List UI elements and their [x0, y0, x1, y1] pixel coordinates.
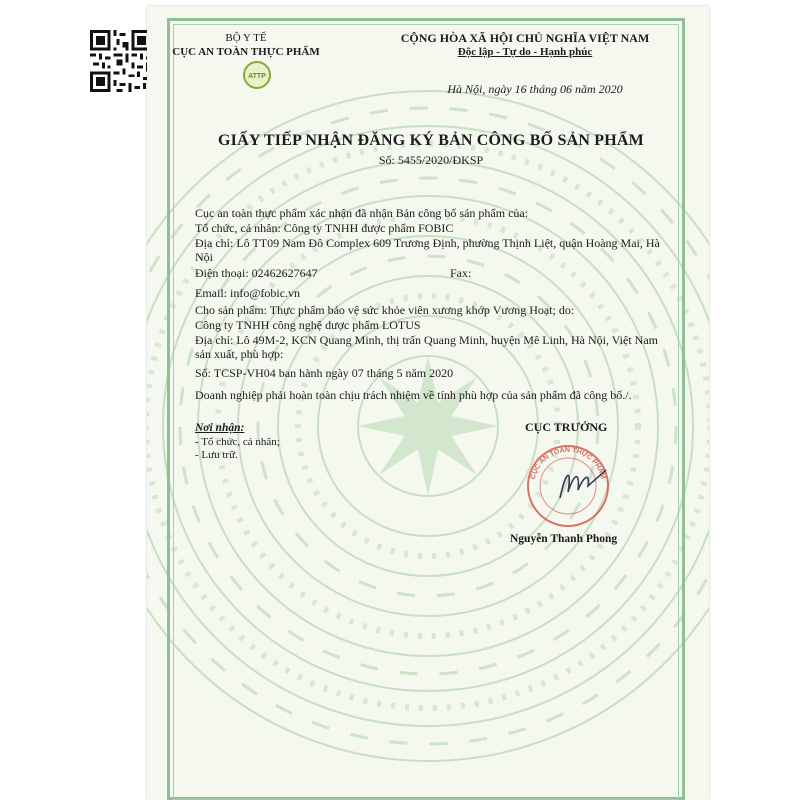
document-number: Số: 5455/2020/ĐKSP: [378, 153, 484, 167]
organization-address: Địa chỉ: Lô TT09 Nam Đô Complex 609 Trương Định, phường Thịnh Liệt, quận Hoàng Mai, Hà Nội: [195, 236, 660, 264]
signer-name: Nguyễn Thanh Phong: [510, 533, 618, 545]
ministry-name: BỘ Y TẾ: [225, 32, 267, 44]
fax-line: Fax:: [450, 266, 472, 280]
document-title: GIẤY TIẾP NHẬN ĐĂNG KÝ BẢN CÔNG BỐ SẢN PHẨM: [218, 132, 644, 149]
email-line: Email: info@fobic.vn: [195, 286, 301, 300]
manufacturer-line: Công ty TNHH công nghệ dược phẩm LOTUS: [195, 318, 421, 332]
product-line: Cho sản phẩm: Thực phẩm bảo vệ sức khỏe viên xương khớp Vương Hoạt; do:: [195, 303, 575, 317]
signer-title: CỤC TRƯỞNG: [525, 420, 608, 434]
recipient-item: - Lưu trữ.: [195, 449, 238, 461]
manufacturer-address: Địa chỉ: Lô 49M-2, KCN Quang Minh, thị trấn Quang Minh, huyện Mê Linh, Hà Nội, Việt Nam sản xuất, phù hợp:: [195, 333, 658, 361]
stamp-text-path: CỤC AN TOÀN THỰC PHẨM: [529, 446, 607, 480]
national-header: [360, 31, 690, 59]
national-motto: Độc lập - Tự do - Hạnh phúc: [457, 46, 593, 58]
issuer-header: [161, 31, 331, 59]
country-name: CỘNG HÒA XÃ HỘI CHỦ NGHĨA VIỆT NAM: [400, 31, 650, 45]
responsibility-line: Doanh nghiệp phải hoàn toàn chịu trách nhiệm về tính phù hợp của sản phẩm đã công bố./.: [195, 388, 632, 402]
recipient-item: - Tổ chức, cá nhân;: [195, 436, 280, 448]
food-safety-logo: [242, 60, 272, 90]
department-name: CỤC AN TOÀN THỰC PHẨM: [172, 46, 320, 58]
certificate-page: [147, 6, 709, 800]
organization-line: Tổ chức, cá nhân: Công ty TNHH dược phẩm FOBIC: [195, 221, 454, 235]
issue-date: Hà Nội, ngày 16 tháng 06 năm 2020: [447, 82, 623, 96]
phone-line: Điện thoại: 02462627647: [195, 266, 318, 280]
logo-text: ATTP: [248, 73, 266, 80]
recipients-heading: Nơi nhận:: [195, 422, 245, 434]
official-red-stamp: [522, 440, 614, 532]
standard-line: Số: TCSP-VH04 ban hành ngày 07 tháng 5 năm 2020: [195, 366, 454, 380]
intro-line: Cục an toàn thực phẩm xác nhận đã nhận Bản công bố sản phẩm của:: [195, 206, 529, 220]
qr-code: [90, 30, 152, 92]
